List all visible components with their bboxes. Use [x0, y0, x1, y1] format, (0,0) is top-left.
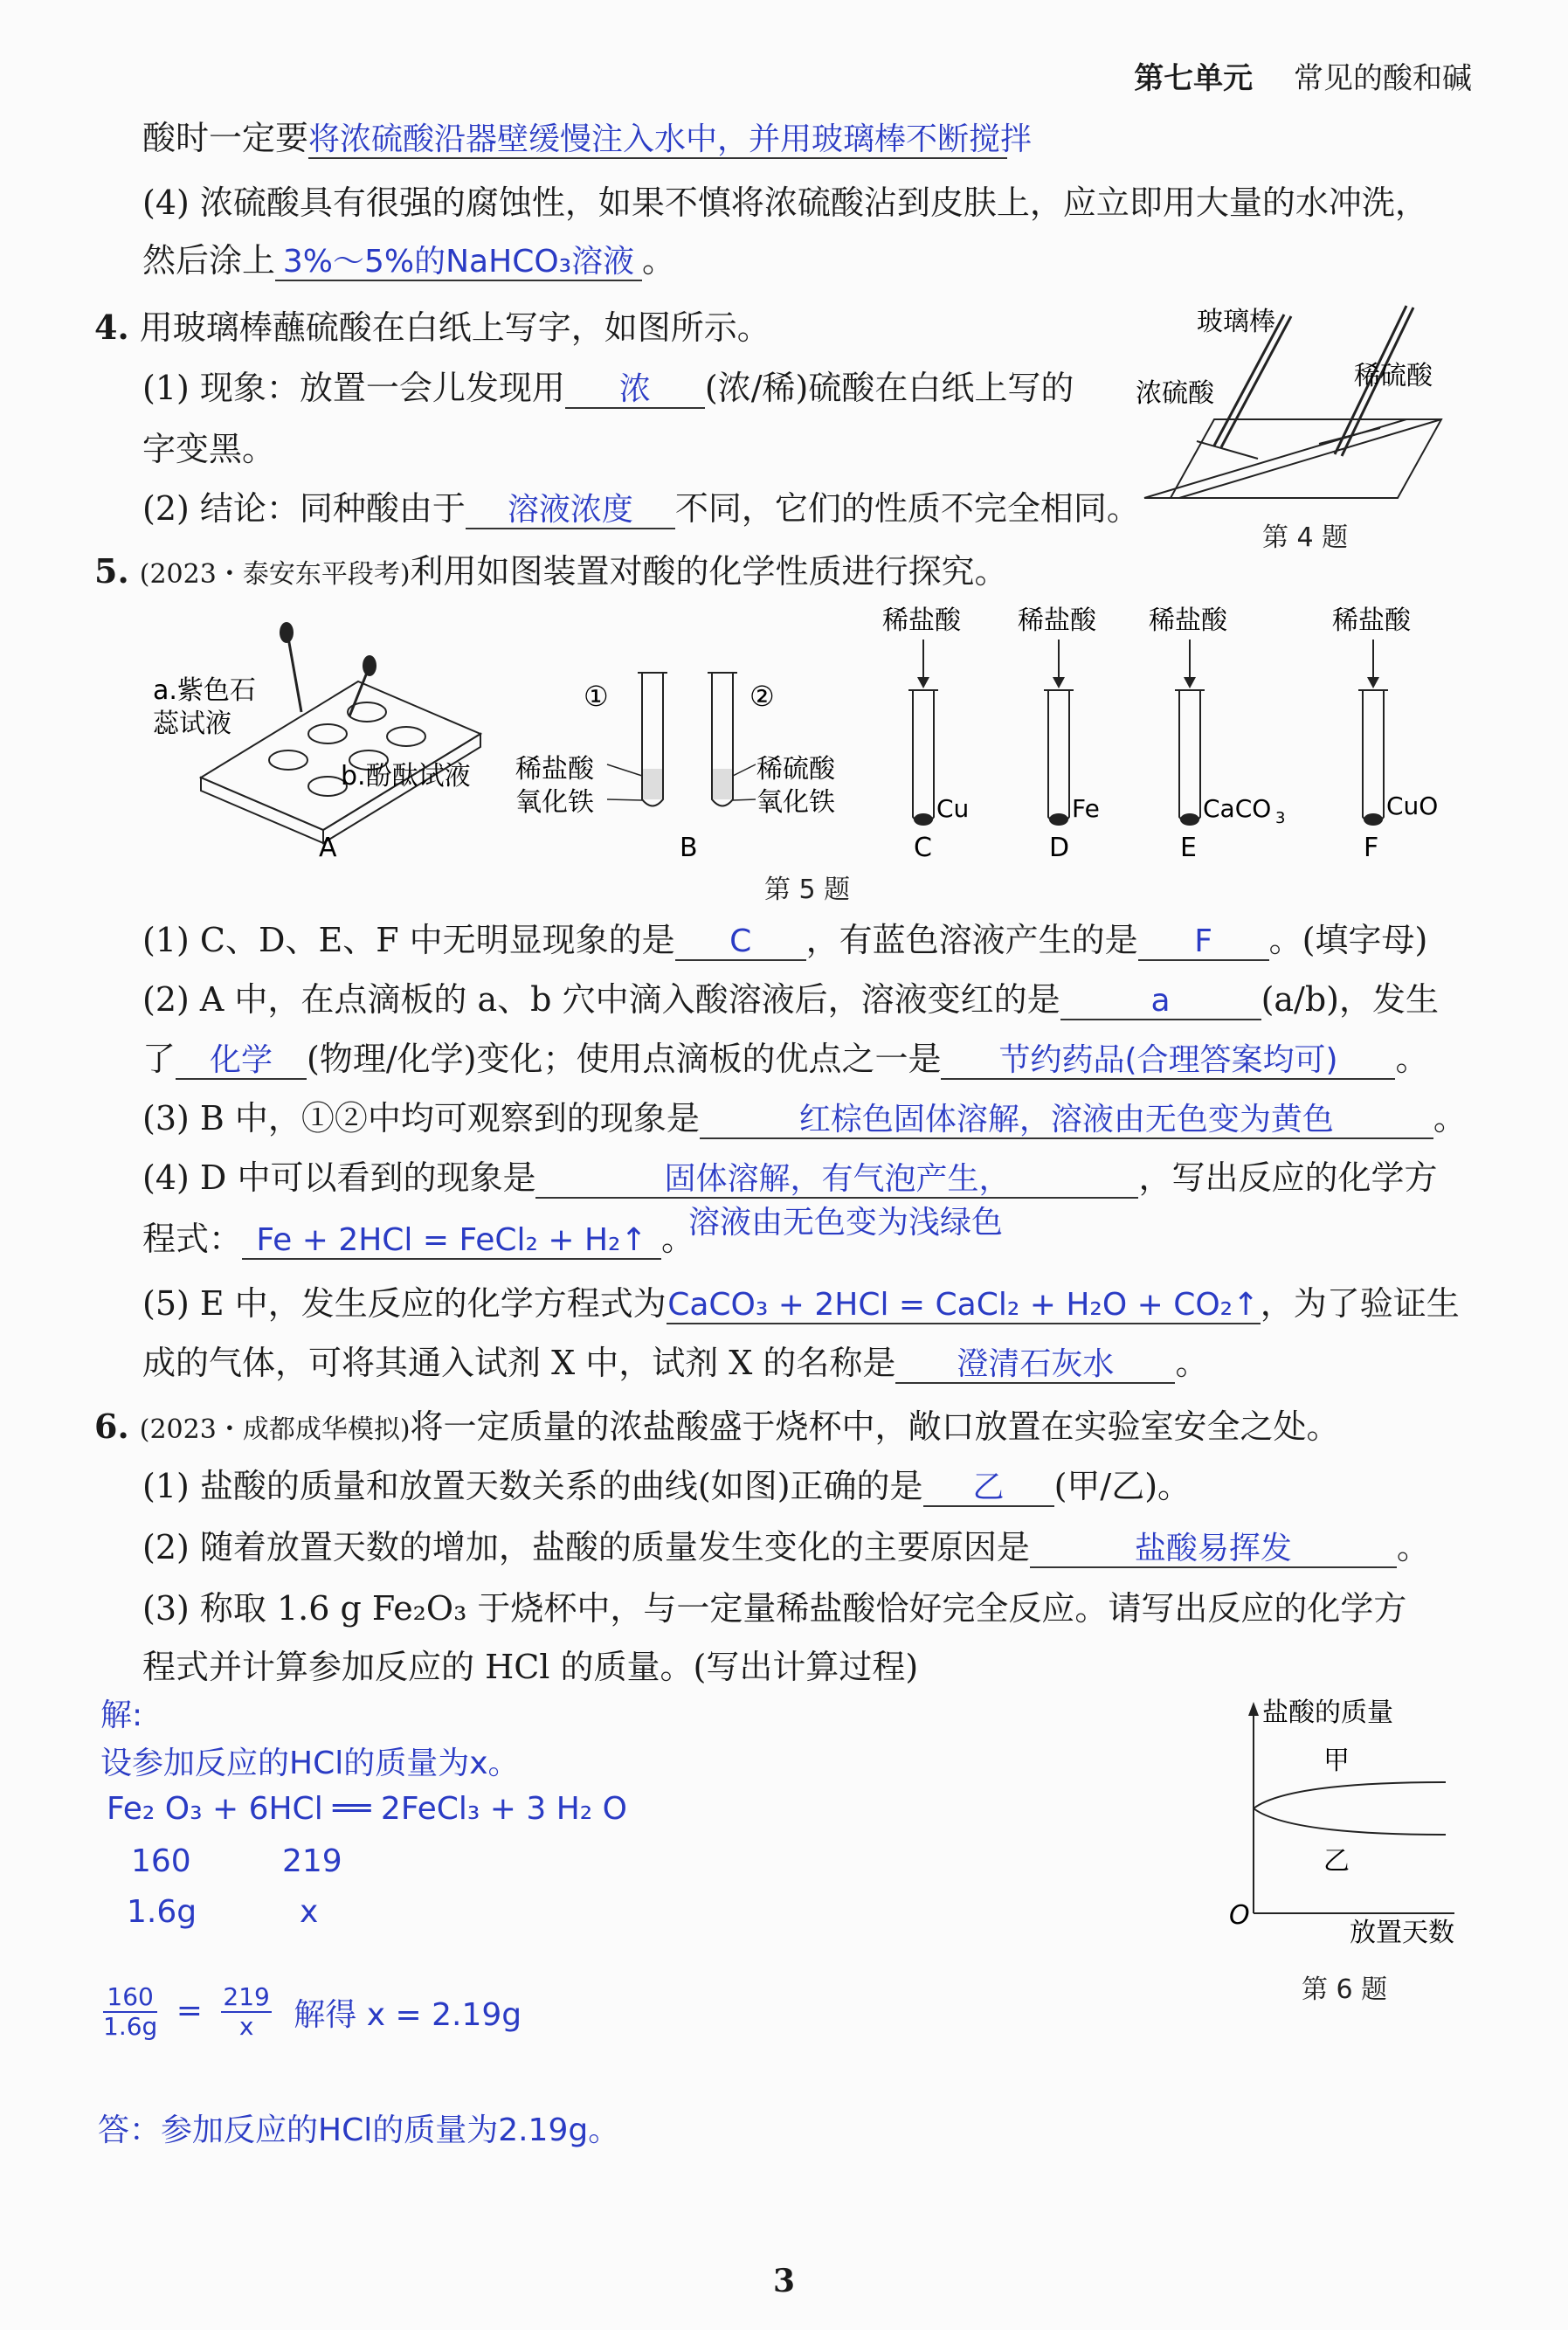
q5-part5-cont: 成的气体，可将其通入试剂 X 中，试剂 X 的名称是 澄清石灰水 。	[142, 1344, 1209, 1382]
svg-text:稀盐酸: 稀盐酸	[882, 605, 961, 636]
q5-part4: (4) D 中可以看到的现象是 固体溶解，有气泡产生， ，写出反应的化学方	[142, 1158, 1438, 1197]
q5-answer-no-change: C	[675, 924, 806, 961]
test-tube-E	[1149, 605, 1285, 863]
svg-text:稀盐酸: 稀盐酸	[1149, 605, 1227, 636]
q5-caption: 第 5 题	[764, 875, 851, 905]
q4-part1: (1) 现象：放置一会儿发现用 浓 (浓/稀)硫酸在白纸上写的	[142, 369, 1074, 407]
q5-part4-cont: 程式： Fe + 2HCl = FeCl₂ + H₂↑ 。	[142, 1220, 695, 1258]
paper-sheet	[1144, 419, 1441, 498]
svg-text:B: B	[680, 833, 698, 863]
svg-text:3: 3	[1275, 809, 1286, 827]
q5-part2: (2) A 中，在点滴板的 a、b 穴中滴入酸溶液后，溶液变红的是 a (a/b)，发生	[142, 980, 1440, 1019]
svg-text:放置天数: 放置天数	[1350, 1918, 1454, 1948]
q3-line1: 酸时一定要将浓硫酸沿器壁缓慢注入水中，并用玻璃棒不断搅拌	[142, 119, 1033, 157]
q6-part3: (3) 称取 1.6 g Fe₂O₃ 于烧杯中，与一定量稀盐酸恰好完全反应。请写出反应的化学方	[142, 1589, 1407, 1628]
q6-part3-cont: 程式并计算参加反应的 HCl 的质量。(写出计算过程)	[142, 1648, 919, 1686]
q3-line3: 然后涂上 3%～5%的NaHCO₃溶液 。	[142, 241, 676, 280]
solution-g1: 1.6g	[127, 1894, 197, 1930]
q4-part1-cont: 字变黑。	[142, 430, 276, 468]
q5-answer-e-equation: CaCO₃ + 2HCl = CaCl₂ + H₂O + CO₂↑	[667, 1287, 1260, 1323]
q4-stem: 4. 用玻璃棒蘸硫酸在白纸上写字，如图所示。	[94, 308, 770, 347]
solution-answer: 答：参加反应的HCl的质量为2.19g。	[98, 2112, 620, 2148]
q5-answer-d-equation: Fe + 2HCl = FeCl₂ + H₂↑	[242, 1223, 661, 1260]
svg-text:Fe: Fe	[1072, 794, 1100, 823]
svg-text:②: ②	[749, 680, 775, 713]
q5-answer-b-phenomenon: 红棕色固体溶解，溶液由无色变为黄色	[700, 1103, 1433, 1139]
q6-answer-reason: 盐酸易挥发	[1030, 1531, 1397, 1568]
q5-part2-cont: 了 化学 (物理/化学)变化；使用点滴板的优点之一是 节约药品(合理答案均可) 。	[142, 1040, 1429, 1078]
svg-text:O: O	[1229, 1900, 1250, 1931]
solution-m2: 219	[282, 1843, 342, 1879]
svg-text:a.紫色石: a.紫色石	[153, 675, 256, 706]
svg-text:CuO: CuO	[1386, 792, 1439, 820]
svg-text:氧化铁: 氧化铁	[756, 787, 835, 818]
q6-part1: (1) 盐酸的质量和放置天数关系的曲线(如图)正确的是 乙 (甲/乙)。	[142, 1467, 1192, 1505]
q4-answer-concentrated: 浓	[565, 372, 705, 409]
unit-label: 第七单元	[1134, 61, 1254, 96]
label-conc-acid: 浓硫酸	[1136, 378, 1214, 409]
q5-part3: (3) B 中，①②中均可观察到的现象是 红棕色固体溶解，溶液由无色变为黄色 。	[142, 1099, 1467, 1137]
svg-text:D: D	[1049, 833, 1070, 863]
solution-m1: 160	[131, 1843, 191, 1879]
q5-answer-d-phenomenon: 固体溶解，有气泡产生，	[535, 1162, 1138, 1199]
svg-text:甲: 甲	[1323, 1746, 1350, 1776]
svg-text:盐酸的质量: 盐酸的质量	[1262, 1697, 1393, 1728]
q3-answer-nahco3: 3%～5%的NaHCO₃溶液	[275, 245, 642, 281]
q5-answer-reagent: 澄清石灰水	[895, 1347, 1175, 1384]
svg-text:乙: 乙	[1323, 1846, 1350, 1877]
curve-yi	[1254, 1808, 1446, 1835]
svg-text:氧化铁: 氧化铁	[515, 787, 594, 818]
q5-answer-blue: F	[1138, 924, 1269, 961]
svg-text:C: C	[914, 833, 932, 863]
svg-text:稀盐酸: 稀盐酸	[1332, 605, 1411, 636]
solution-proportion: $\frac{160}{1.6g}$ = $\frac{219}{x}$ 解得 x = 2.19g	[103, 1982, 522, 2041]
q5-part1: (1) C、D、E、F 中无明显现象的是 C ，有蓝色溶液产生的是 F 。(填字母)	[142, 921, 1428, 959]
page-number: 3	[772, 2263, 796, 2299]
q3-line2: (4) 浓硫酸具有很强的腐蚀性，如果不慎将浓硫酸沾到皮肤上，应立即用大量的水冲洗，	[142, 183, 1428, 222]
q5-answer-chemical: 化学	[176, 1043, 307, 1080]
chapter-title: 常见的酸和碱	[1294, 61, 1472, 96]
svg-text:E: E	[1180, 833, 1197, 863]
q6-figure	[1219, 1695, 1498, 1948]
q5-answer-advantage: 节约药品(合理答案均可)	[941, 1043, 1395, 1080]
q4-answer-concentration: 溶液浓度	[466, 493, 675, 529]
solution-equation: Fe₂ O₃ + 6HCl ══ 2FeCl₃ + 3 H₂ O	[107, 1791, 627, 1827]
solution-g2: x	[300, 1894, 319, 1930]
q5-answer-d-phenomenon-2: 溶液由无色变为浅绿色	[688, 1205, 1004, 1241]
solution-set: 设参加反应的HCl的质量为x。	[100, 1746, 520, 1781]
solution-jie: 解:	[100, 1697, 143, 1733]
svg-text:Cu: Cu	[936, 794, 970, 823]
test-tube-F	[1332, 605, 1438, 863]
svg-text:稀硫酸: 稀硫酸	[756, 754, 835, 785]
q6-caption: 第 6 题	[1302, 1974, 1388, 2005]
q4-part2: (2) 结论：同种酸由于 溶液浓度 不同，它们的性质不完全相同。	[142, 489, 1140, 528]
test-tube-C	[882, 605, 969, 863]
q5-figure	[140, 603, 1502, 891]
q6-stem: 6. (2023・成都成华模拟)将一定质量的浓盐酸盛于烧杯中，敞口放置在实验室安全之处。	[94, 1407, 1340, 1446]
svg-text:A: A	[319, 833, 337, 863]
label-dilute-acid: 稀硫酸	[1354, 361, 1433, 391]
svg-text:稀盐酸: 稀盐酸	[1018, 605, 1096, 636]
svg-text:①: ①	[584, 680, 609, 713]
test-tube-D	[1018, 605, 1100, 863]
label-glass-rod: 玻璃棒	[1197, 307, 1275, 337]
svg-text:CaCO: CaCO	[1203, 794, 1272, 823]
svg-text:b.酚酞试液: b.酚酞试液	[341, 761, 471, 792]
svg-text:蕊试液: 蕊试液	[153, 709, 231, 739]
q5-part5: (5) E 中，发生反应的化学方程式为CaCO₃ + 2HCl = CaCl₂ + H₂O + CO₂↑，为了验证生	[142, 1284, 1460, 1323]
svg-text:F: F	[1364, 833, 1379, 863]
q6-part2: (2) 随着放置天数的增加，盐酸的质量发生变化的主要原因是 盐酸易挥发 。	[142, 1528, 1430, 1566]
test-tubes-B	[515, 673, 836, 863]
q5-stem: 5. (2023・泰安东平段考)利用如图装置对酸的化学性质进行探究。	[94, 551, 1008, 591]
spot-plate-A	[153, 622, 480, 863]
q4-caption: 第 4 题	[1262, 522, 1349, 553]
q3-answer-dilution: 将浓硫酸沿器壁缓慢注入水中，并用玻璃棒不断搅拌	[308, 121, 1033, 157]
curve-jia	[1254, 1782, 1446, 1808]
q6-answer-curve: 乙	[923, 1470, 1054, 1507]
svg-text:稀盐酸: 稀盐酸	[515, 754, 594, 785]
q5-answer-red: a	[1060, 984, 1261, 1020]
page-header	[1134, 54, 1472, 97]
